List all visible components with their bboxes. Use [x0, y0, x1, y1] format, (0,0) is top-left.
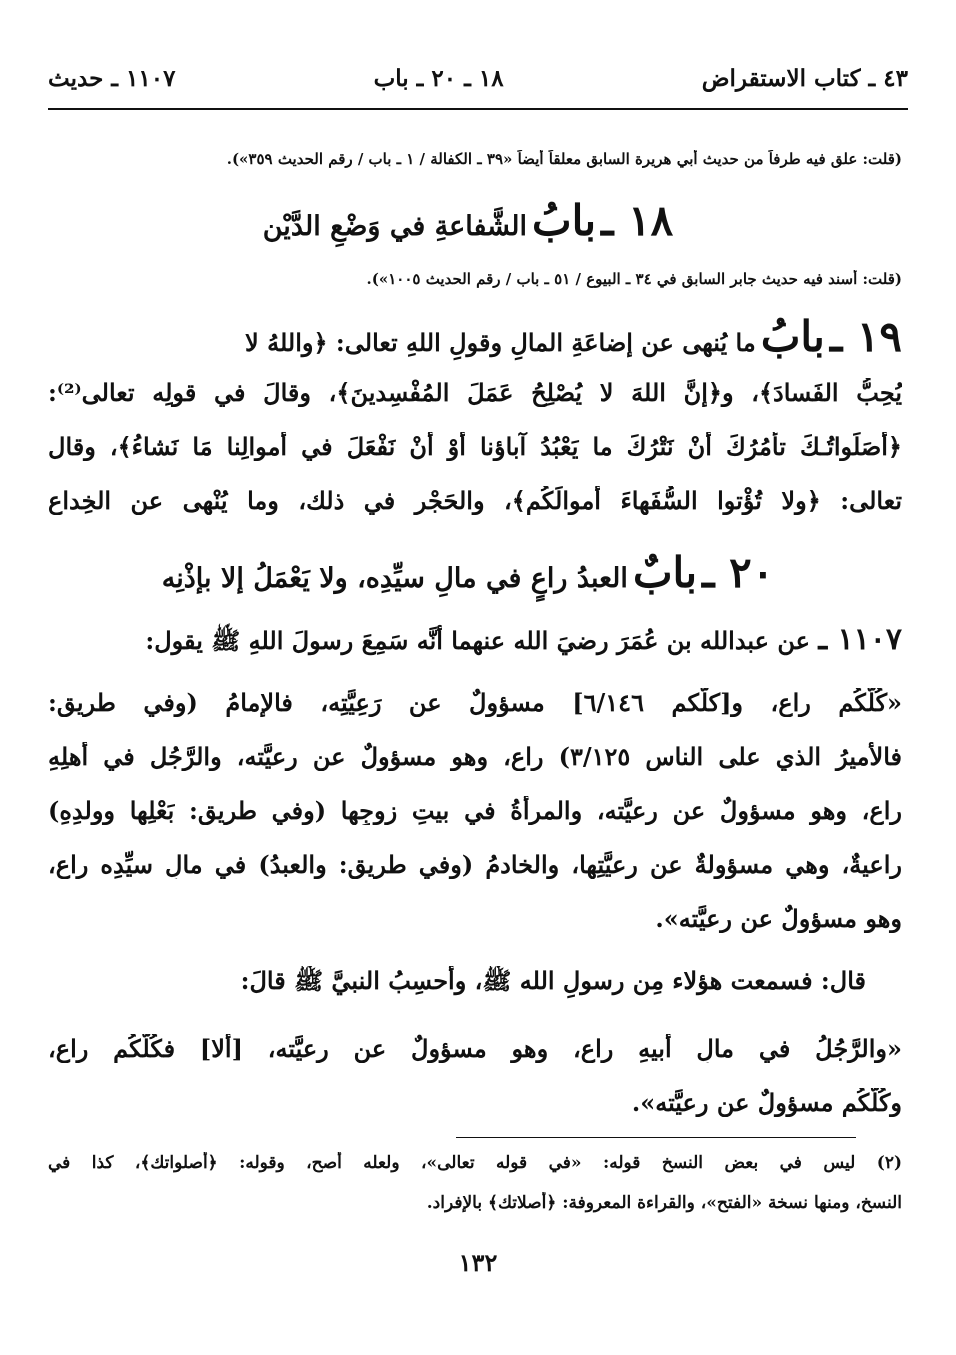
chapter-20-number: ٢٠ ـ	[702, 548, 775, 597]
hadith-text-line: راعيةٌ، وهي مسؤولةٌ عن رعيَّتِها، والخادمُ (وفي طريق: والعبدُ) في مالِ سيِّدِه راعٍ،	[48, 850, 902, 879]
header-rule	[48, 108, 908, 110]
chapter-20-bab: بابٌ	[633, 548, 698, 597]
hadith-text2-line: «والرَّجُلُ في مالِ أبيهِ راعٍ، وهو مسؤولٌ عن رعيَّته، [ألا] فكُلُّكُم راعٍ،	[48, 1034, 902, 1063]
header-hadith-number: ١١٠٧ ـ حديث	[48, 64, 176, 92]
editor-note-2: (قلت: أسند فيه حديث جابر السابق في ٣٤ ـ البيوع / ٥١ ـ باب / رقم الحديث ١٠٠٥»).	[366, 270, 902, 288]
chapter-19-number: ١٩ ـ	[829, 312, 902, 361]
footnote-line-2: النسخ، ومنها نسخة «الفتح»، والقراءة المعروفة: ﴿أصلاتك﴾ بالإفراد.	[426, 1193, 902, 1213]
chapter-19-line-4: تعالى: ﴿ولا تُؤْتوا السُّفَهاءَ أموالَكُم﴾، والحَجْرِ في ذلك، وما يُنْهى عن الخِداعِ	[48, 486, 902, 515]
chapter-18-title: الشَّفاعةِ في وَضْعِ الدَّيْن	[262, 211, 527, 242]
chapter-18-number: ١٨ ـ	[601, 196, 674, 245]
chapter-20-heading	[40, 548, 896, 597]
chapter-18-bab: بابُ	[532, 196, 597, 245]
hadith-text-line: «كُلُّكُم راعٍ، و[كلُّكم ٦/١٤٦] مسؤولٌ عن رَعِيَّتِه، فالإمامُ (وفي طريق:	[48, 688, 902, 717]
chapter-19-heading	[48, 312, 902, 361]
header-book-title: ٤٣ ـ كتاب الاستقراض	[701, 64, 908, 92]
running-header	[48, 58, 908, 98]
chapter-19-line-2: يُحِبُّ الفَسادَ﴾، و﴿إنَّ اللهَ لا يُصْلِحُ عَمَلَ المُفْسِدينَ﴾، وقالَ في قولِه تعالى⁽²⁾:	[48, 378, 902, 407]
chapter-20-title: العبدُ راعٍ في مالِ سيِّدِه، ولا يَعْمَلُ إلا بإذْنِه	[161, 563, 628, 594]
hadith-intro	[48, 622, 902, 661]
page-number: ١٣٢	[458, 1248, 498, 1277]
hadith-text2-line: وكُلُّكُم مسؤولٌ عن رعيَّته».	[631, 1088, 902, 1117]
chapter-19-line-3: ﴿أصَلَواتُـكَ تأمُرُكَ أنْ نَتْرُكَ ما يَعْبُدُ آباؤنا أوْ أنْ نَفْعَلَ في أموالِنا مَا نَشاءُ﴾، وقال	[48, 432, 902, 461]
hadith-intro-text: عن عبدالله بن عُمَرَ رضيَ الله عنهما أنَّه سَمِعَ رسولَ اللهِ ﷺ يقول:	[145, 626, 810, 655]
hadith-text-line: فالأميرُ الذي على الناسِ ٣/١٢٥) راعٍ، وهو مسؤولٌ عن رعيَّته، والرَّجُل في أهلِهِ	[48, 742, 902, 771]
hadith-text-line: راعٍ، وهو مسؤولٌ عن رعيَّته، والمرأةُ في بيتِ زوجِها (وفي طريق: بَعْلِها وولدِهِ)	[48, 796, 902, 825]
editor-note-1: (قلت: علق فيه طرفاً من حديث أبي هريرة السابق معلقاً أيضاً «٣٩ ـ الكفالة / ١ ـ باب / رقم الحديث ٣٥٩»).	[226, 150, 902, 168]
footnote-line-1: (٢) ليس في بعض النسخ قوله: «في قوله تعالى»، ولعله أصح، وقوله: ﴿أصلواتك﴾، كذا في	[48, 1153, 902, 1173]
hadith-text-line: وهو مسؤولٌ عن رعيَّته».	[655, 904, 902, 933]
hadith-number: ١١٠٧ ـ	[818, 622, 902, 657]
header-chapter-range: ١٨ ـ ٢٠ ـ باب	[373, 64, 504, 92]
footnote-rule	[456, 1137, 856, 1138]
chapter-19-bab: بابُ	[760, 312, 825, 361]
chapter-18-heading	[40, 196, 896, 245]
hadith-qal-line: قال: فسمعت هؤلاء مِن رسولِ الله ﷺ، وأحسِبُ النبيَّ ﷺ قالَ:	[240, 966, 866, 995]
chapter-19-line-1: ما يُنهى عن إضاعَةِ المالِ وقولِ اللهِ تعالى: ﴿واللهُ لا	[245, 328, 756, 357]
